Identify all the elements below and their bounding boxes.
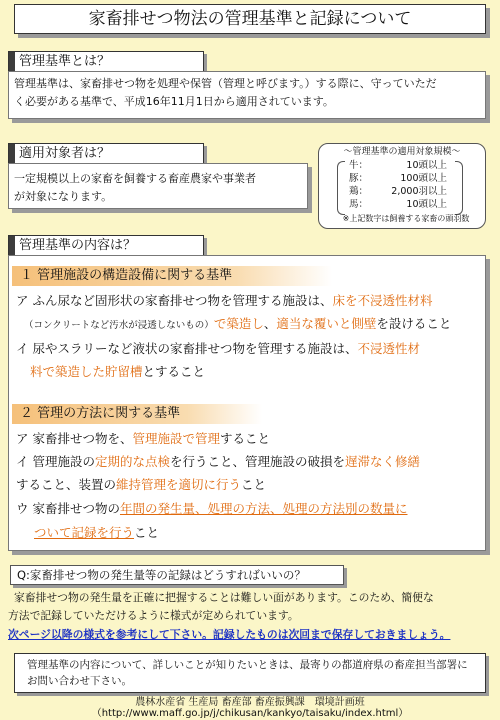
contact-line1: 管理基準の内容について、詳しいことが知りたいときは、最寄りの都道府県の畜産担当部署に [27, 659, 468, 671]
scale-row-pig: 豚： 100頭以上 [349, 173, 447, 184]
scale-row-horse: 馬： 10頭以上 [349, 199, 447, 210]
q-body-line1: 家畜排せつ物の発生量を正確に把握することは難しい面があります。このため、簡便な [14, 591, 434, 604]
target-scale-note [318, 143, 486, 229]
method-u-line1: ウ 家畜排せつ物の年間の発生量、処理の方法、処理の方法別の数量に [16, 501, 408, 516]
footer-org: 農林水産省 生産局 畜産部 畜産振興課 環境計画班 [135, 697, 365, 708]
sec1-body-line1: 管理基準は、家畜排せつ物を処理や保管（管理と呼びます。）する際に、守っていただ [14, 77, 437, 90]
page-title: 家畜排せつ物法の管理基準と記録について [14, 4, 486, 34]
section-heading-what-is-standard: 管理基準とは？ [8, 51, 204, 72]
scale-row-chicken: 鶏： 2,000羽以上 [349, 186, 447, 197]
rule-a-line2: （コンクリートなど汚水が浸透しないもの）で築造し、適当な覆いと側壁を設けること [24, 316, 452, 331]
sub-heading-structure: １ 管理施設の構造設備に関する基準 [12, 266, 332, 286]
contact-line2: お問い合わせ下さい。 [27, 675, 132, 687]
footer-url: （http://www.maff.go.jp/j/chikusan/kankyo/taisaku/index.html） [91, 708, 409, 719]
question-heading: Q:家畜排せつ物の発生量等の記録はどうすればいいの？ [10, 565, 344, 585]
contact-note [14, 653, 486, 693]
q-body-line2: 方法で記録していただけるように様式が定められています。 [8, 609, 299, 622]
method-i-line1: イ 管理施設の定期的な点検を行うこと、管理施設の破損を遅滞なく修繕 [16, 454, 421, 469]
target-scale-footnote: ※上記数字は飼養する家畜の頭羽数 [342, 214, 470, 223]
rule-i-line2: 料で築造した貯留槽とすること [30, 364, 206, 379]
q-highlight: 次ページ以降の様式を参考にして下さい。記録したものは次回まで保存しておきましょう。 [8, 628, 451, 641]
sec2-body-line2: が対象になります。 [14, 190, 113, 203]
target-scale-list [343, 159, 453, 211]
sec1-body-line2: く必要がある基準で、平成16年11月1日から適用されています。 [14, 95, 334, 108]
method-u-line2: ついて記録を行うこと [34, 525, 160, 540]
bracket-right [455, 161, 463, 215]
section-heading-target: 適用対象者は？ [8, 143, 204, 164]
target-scale-note-title: ～管理基準の適用対象規模～ [343, 147, 461, 157]
sub-heading-method: ２ 管理の方法に関する基準 [12, 404, 262, 424]
method-i-line2: すること、装置の維持管理を適切に行うこと [16, 477, 267, 492]
scale-row-cattle: 牛： 10頭以上 [349, 160, 447, 171]
sec2-body-line1: 一定規模以上の家畜を飼養する畜産農家や事業者 [14, 172, 256, 185]
section-heading-content: 管理基準の内容は？ [8, 235, 204, 256]
rule-i-line1: イ 尿やスラリーなど液状の家畜排せつ物を管理する施設は、不浸透性材 [16, 341, 420, 356]
rule-a-line1: ア ふん尿など固形状の家畜排せつ物を管理する施設は、床を不浸透性材料 [16, 293, 433, 308]
method-a-line: ア 家畜排せつ物を、管理施設で管理すること [16, 431, 271, 446]
